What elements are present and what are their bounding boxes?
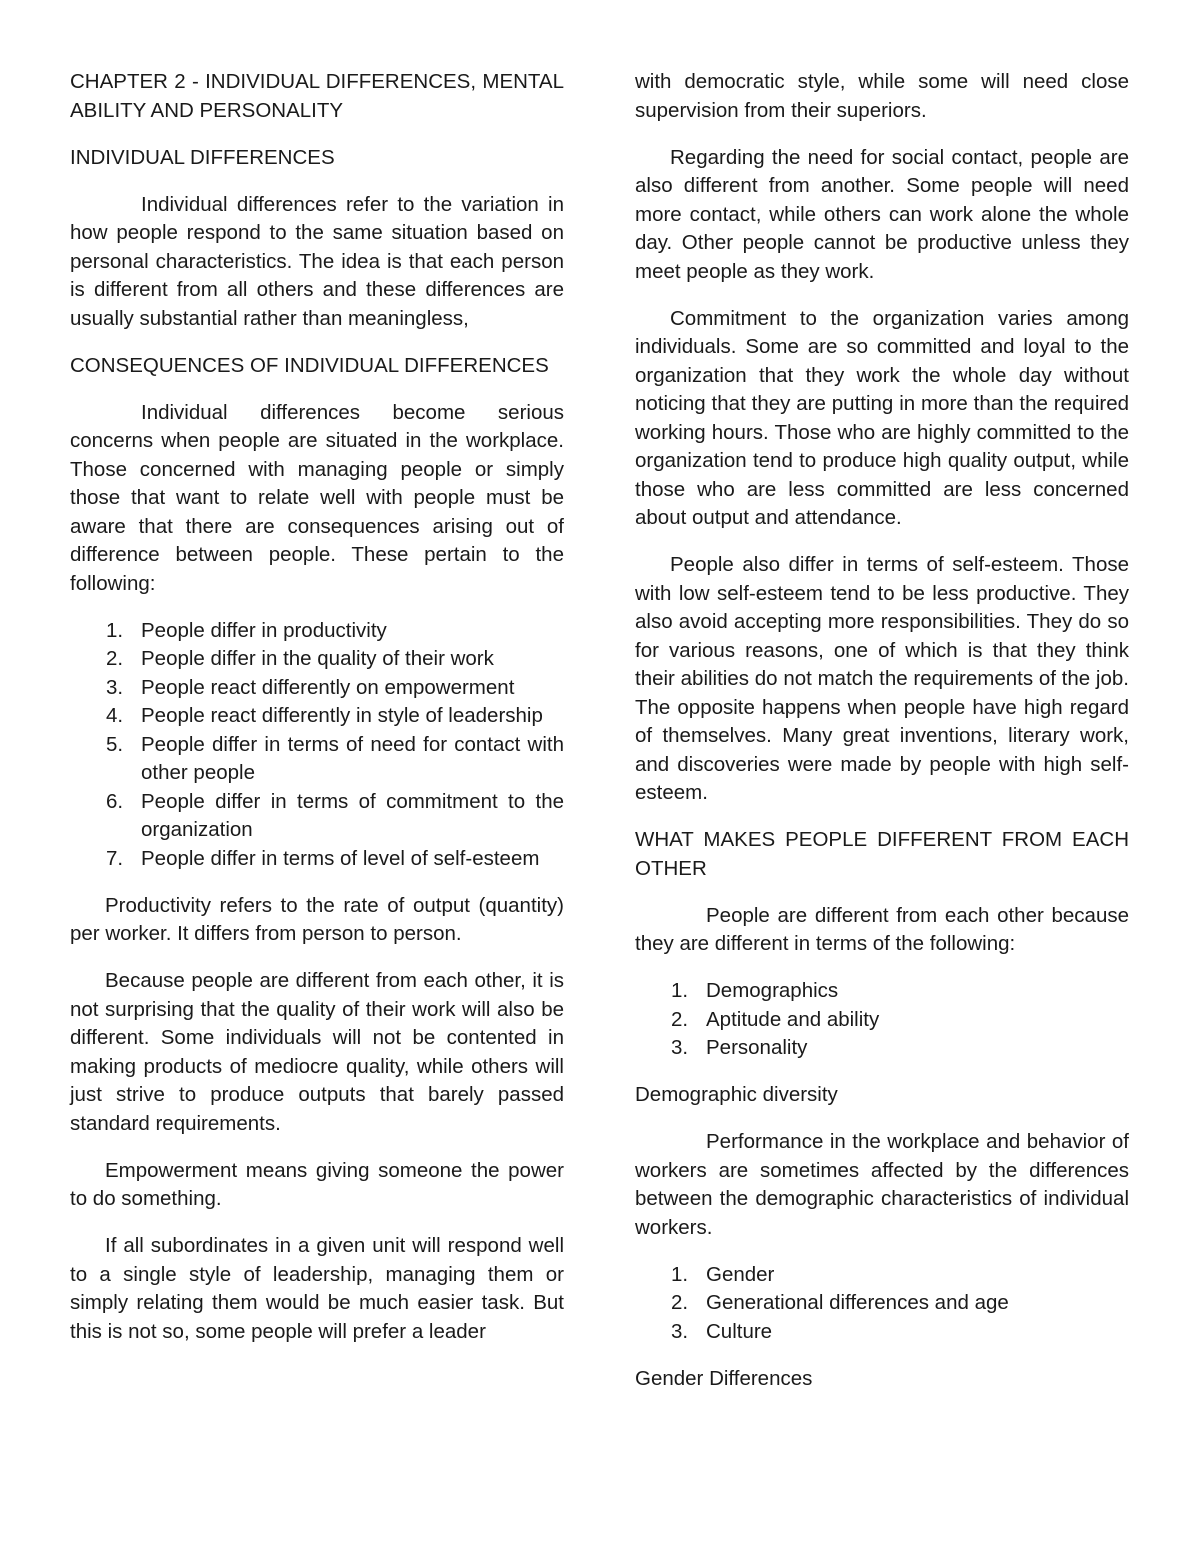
demographic-list [635,1261,1129,1347]
list-item [635,1006,1129,1035]
list-item-text: People differ in the quality of their work [141,647,494,670]
section-heading-individual-differences: INDIVIDUAL DIFFERENCES [70,145,335,169]
list-item-text: Gender [706,1262,775,1286]
list-number: 2. [671,1007,689,1031]
list-number: 1. [671,1262,689,1286]
right-column [635,68,1129,1412]
list-number: 7. [106,846,124,870]
list-number: 5. [106,732,124,756]
subheading-demographic-diversity: Demographic diversity [635,1083,838,1106]
list-item [70,617,564,646]
list-number: 3. [106,675,124,699]
left-column [70,68,564,1365]
list-item-text: Personality [706,1036,808,1059]
individual-differences-paragraph: Individual differences refer to the variation in how people respond to the same situation based on personal characteristics. The idea is that each person is different from all others and these differences are usually substantial rather than meaningless, [70,192,564,330]
list-number: 3. [671,1319,689,1343]
list-item [70,645,564,674]
list-item-text: People react differently on empowerment [141,675,515,699]
list-item-text: Aptitude and ability [706,1007,880,1031]
list-item-text: People differ in terms of commitment to the organization [141,789,564,841]
list-item-text: Culture [706,1319,773,1343]
leadership-paragraph-continued: with democratic style, while some will need close supervision from their superiors. [635,70,1129,122]
list-number: 1. [671,979,689,1002]
list-item-text: People react differently in style of leadership [141,704,543,727]
list-item-text: Generational differences and age [706,1291,1009,1314]
consequences-list [70,617,564,874]
factors-list [635,977,1129,1063]
list-number: 4. [106,704,124,727]
list-item [70,788,564,845]
social-contact-paragraph: Regarding the need for social contact, people are also different from another. Some people will need more contact, while others can work alone the whole day. Other people cannot be productive unless they meet people as they work. [635,145,1129,283]
list-number: 3. [671,1036,689,1059]
empowerment-paragraph: Empowerment means giving someone the power to do something. [70,1158,564,1210]
quality-paragraph: Because people are different from each other, it is not surprising that the quality of their work will also be different. Some individuals will not be contented in making products of mediocre quality, while others will just strive to produce outputs that barely passed standard requirements. [70,969,564,1135]
list-number: 2. [106,647,124,670]
self-esteem-paragraph: People also differ in terms of self-esteem. Those with low self-esteem tend to be less productive. They also avoid accepting more responsibilities. They do so for various reasons, one of which is that they think their abilities do not match the requirements of the job. The opposite happens when people have high regard of themselves. Many great inventions, literary work, and discoveries were made by people with high self-esteem. [635,553,1129,804]
list-number: 2. [671,1291,689,1314]
list-item [70,845,564,874]
consequences-paragraph: Individual differences become serious concerns when people are situated in the workplace. Those concerned with managing people or simply those that want to relate well with people must be aware that there are consequences arising out of difference between people. These pertain to the following: [70,400,564,595]
list-item [635,1261,1129,1290]
list-item [635,1034,1129,1063]
list-item-text: People differ in terms of level of self-esteem [141,846,540,870]
list-item-text: People differ in terms of need for contact with other people [141,732,564,784]
section-heading-what-makes-different: WHAT MAKES PEOPLE DIFFERENT FROM EACH OTHER [635,828,1129,880]
chapter-title: CHAPTER 2 - INDIVIDUAL DIFFERENCES, MENTAL ABILITY AND PERSONALITY [70,70,564,122]
list-item [70,731,564,788]
list-item-text: People differ in productivity [141,618,387,642]
leadership-paragraph: If all subordinates in a given unit will respond well to a single style of leadership, managing them or simply relating them would be much easier task. But this is not so, some people will prefer a leader [70,1234,564,1343]
what-makes-different-paragraph: People are different from each other because they are different in terms of the following: [635,903,1129,955]
list-number: 1. [106,618,124,642]
section-heading-consequences: CONSEQUENCES OF INDIVIDUAL DIFFERENCES [70,353,549,377]
list-number: 6. [106,789,124,813]
commitment-paragraph: Commitment to the organization varies among individuals. Some are so committed and loyal to the organization that they work the whole day without noticing that they are putting in more than the required working hours. Those who are highly committed to the organization tend to produce high quality output, while those who are less committed are less concerned about output and attendance. [635,306,1129,529]
demographic-paragraph: Performance in the workplace and behavior of workers are sometimes affected by the differences between the demographic characteristics of individual workers. [635,1130,1129,1239]
subheading-gender-differences: Gender Differences [635,1366,813,1390]
list-item [635,1289,1129,1318]
list-item [635,977,1129,1006]
list-item [70,702,564,731]
productivity-paragraph: Productivity refers to the rate of output (quantity) per worker. It differs from person to person. [70,893,564,945]
list-item-text: Demographics [706,979,839,1002]
list-item [70,674,564,703]
list-item [635,1318,1129,1347]
